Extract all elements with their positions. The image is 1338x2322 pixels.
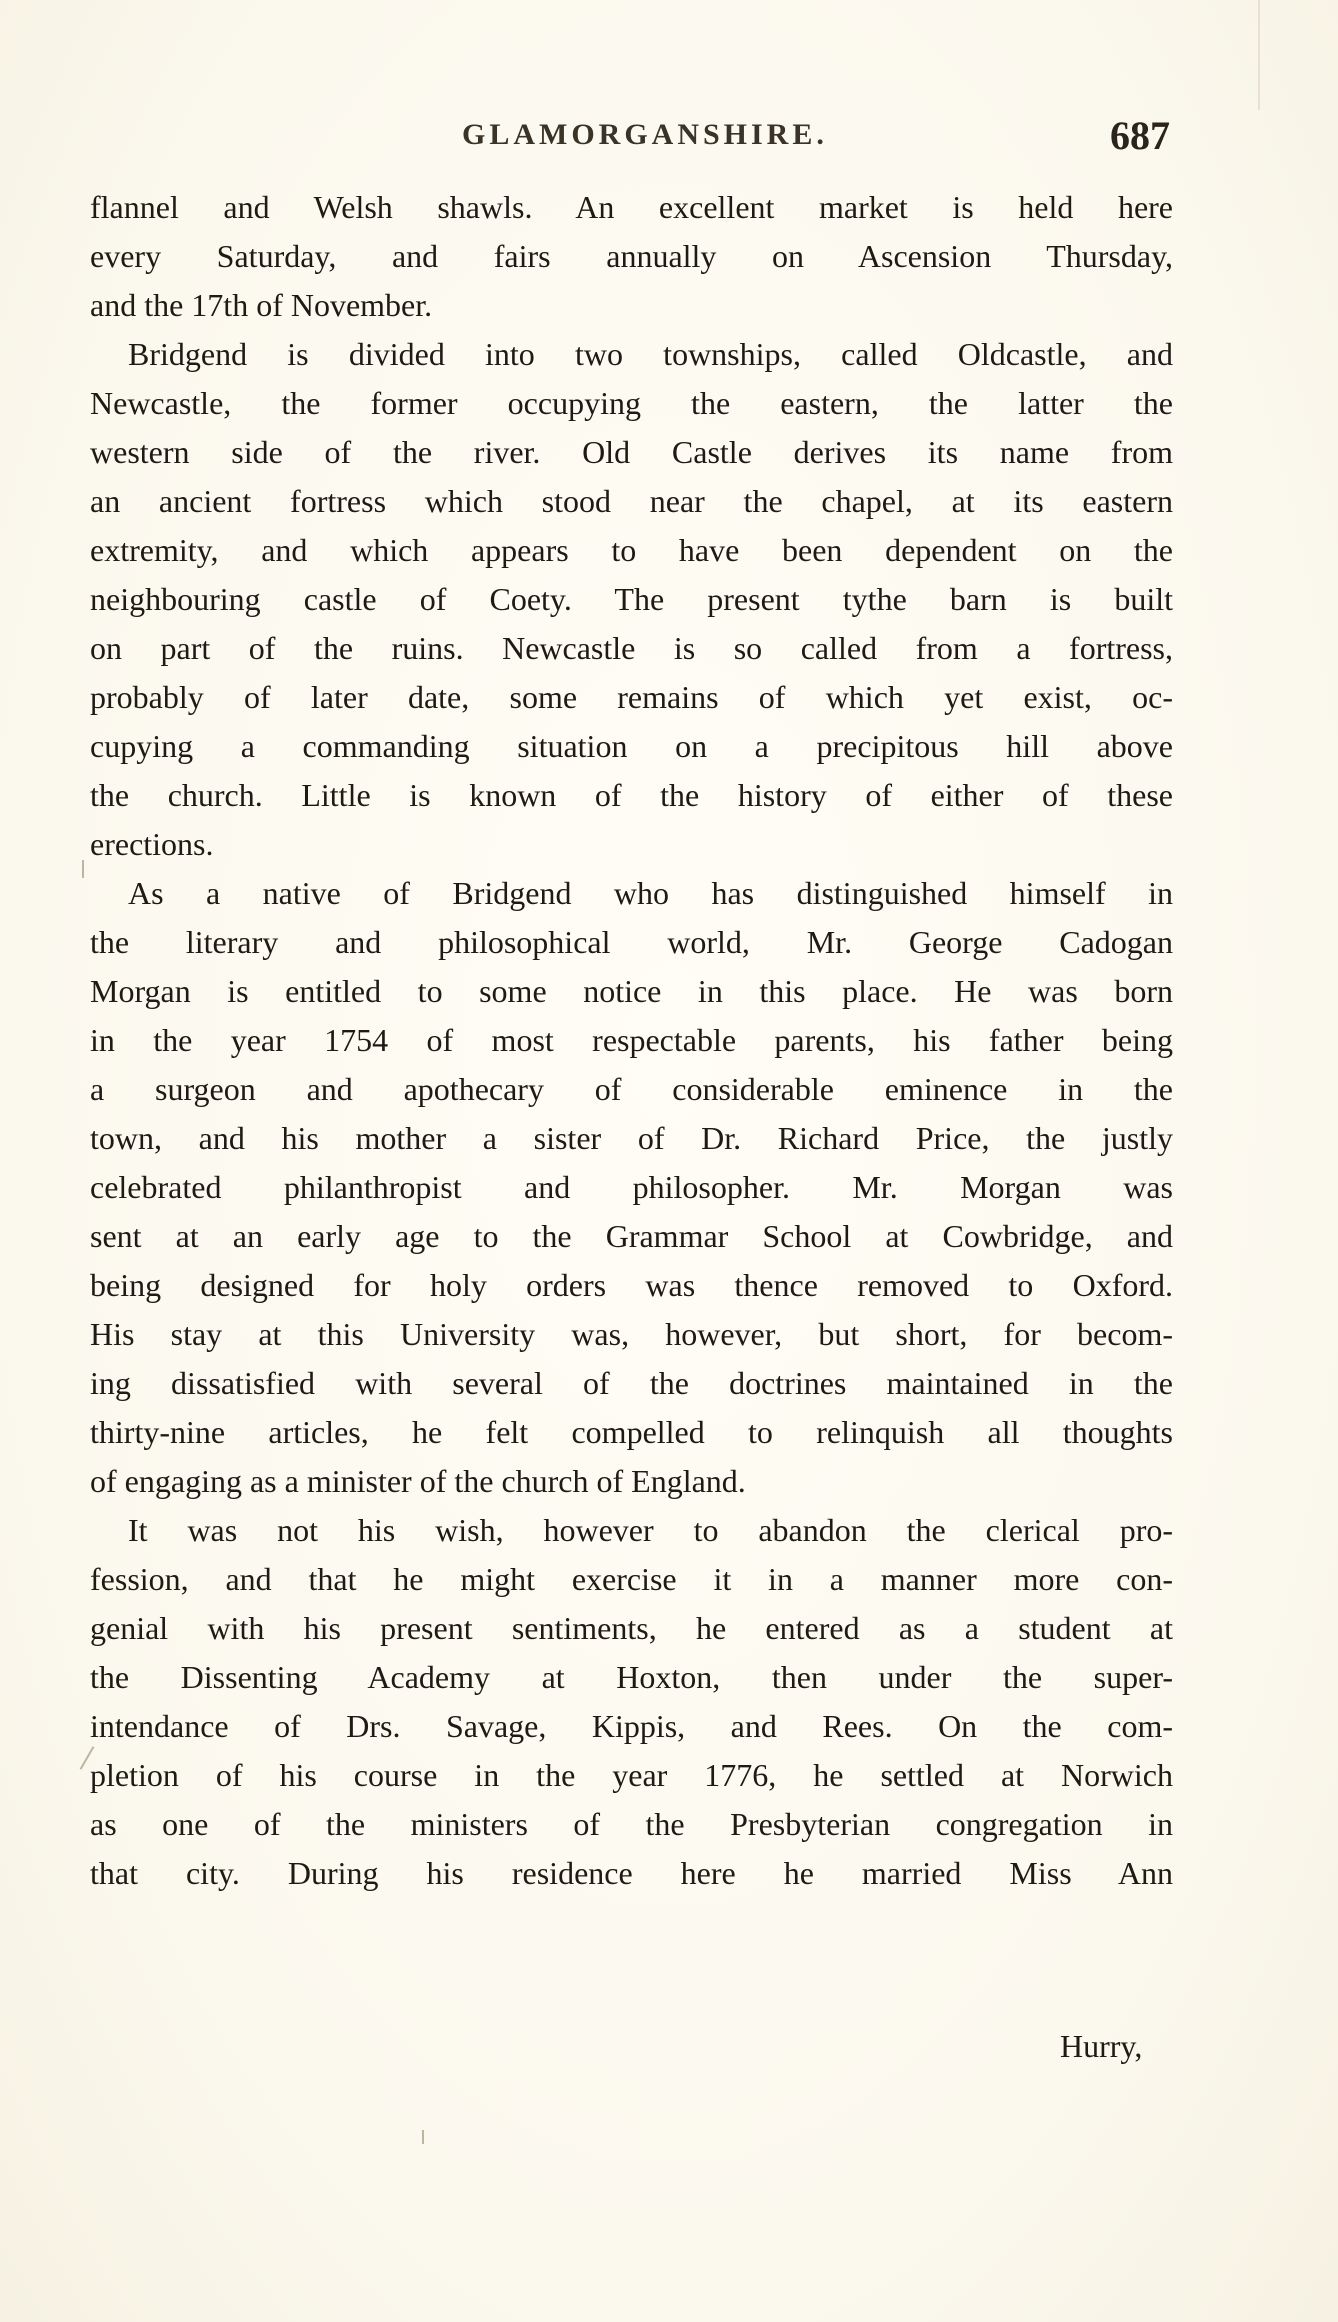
text-line: neighbouring castle of Coety. The present tythe barn is built <box>90 581 1173 617</box>
text-line: genial with his present sentiments, he entered as a student at <box>90 1610 1173 1646</box>
text-line: thirty-nine articles, he felt compelled to relinquish all thoughts <box>90 1414 1173 1450</box>
catchword: Hurry, <box>1060 2028 1143 2064</box>
text-line: erections. <box>90 826 214 862</box>
text-line: Newcastle, the former occupying the eastern, the latter the <box>90 385 1173 421</box>
text-line: that city. During his residence here he married Miss Ann <box>90 1855 1173 1891</box>
running-head <box>0 113 1338 166</box>
text-line: His stay at this University was, however, but short, for becom- <box>90 1316 1173 1352</box>
page-number: 687 <box>1110 113 1170 158</box>
text-line: the church. Little is known of the history of either of these <box>90 777 1173 813</box>
paper-mark <box>82 860 84 878</box>
text-line: probably of later date, some remains of which yet exist, oc- <box>90 679 1173 715</box>
text-line: town, and his mother a sister of Dr. Richard Price, the justly <box>90 1120 1173 1156</box>
text-line: cupying a commanding situation on a precipitous hill above <box>90 728 1173 764</box>
text-line: as one of the ministers of the Presbyterian congregation in <box>90 1806 1173 1842</box>
text-line: every Saturday, and fairs annually on Ascension Thursday, <box>90 238 1173 274</box>
text-line: pletion of his course in the year 1776, he settled at Norwich <box>90 1757 1173 1793</box>
text-line: and the 17th of November. <box>90 287 433 323</box>
text-line: It was not his wish, however to abandon the clerical pro- <box>128 1512 1173 1548</box>
text-line: the literary and philosophical world, Mr. George Cadogan <box>90 924 1173 960</box>
text-line: of engaging as a minister of the church of England. <box>90 1463 746 1499</box>
text-line: celebrated philanthropist and philosopher. Mr. Morgan was <box>90 1169 1173 1205</box>
paper-mark <box>422 2130 424 2144</box>
text-line: western side of the river. Old Castle derives its name from <box>90 434 1173 470</box>
text-line: Morgan is entitled to some notice in this place. He was born <box>90 973 1173 1009</box>
text-line: the Dissenting Academy at Hoxton, then under the super- <box>90 1659 1173 1695</box>
text-line: sent at an early age to the Grammar School at Cowbridge, and <box>90 1218 1173 1254</box>
text-line: being designed for holy orders was thence removed to Oxford. <box>90 1267 1173 1303</box>
text-line: Bridgend is divided into two townships, called Oldcastle, and <box>128 336 1173 372</box>
text-line: flannel and Welsh shawls. An excellent market is held here <box>90 189 1173 225</box>
text-line: on part of the ruins. Newcastle is so called from a fortress, <box>90 630 1173 666</box>
text-line: intendance of Drs. Savage, Kippis, and Rees. On the com- <box>90 1708 1173 1744</box>
text-line: a surgeon and apothecary of considerable eminence in the <box>90 1071 1173 1107</box>
text-line: fession, and that he might exercise it in a manner more con- <box>90 1561 1173 1597</box>
text-line: extremity, and which appears to have been dependent on the <box>90 532 1173 568</box>
page-edge-shadow <box>1258 0 1260 110</box>
text-line: an ancient fortress which stood near the chapel, at its eastern <box>90 483 1173 519</box>
text-line: in the year 1754 of most respectable parents, his father being <box>90 1022 1173 1058</box>
running-title: GLAMORGANSHIRE. <box>462 118 828 151</box>
text-line: ing dissatisfied with several of the doctrines maintained in the <box>90 1365 1173 1401</box>
text-line: As a native of Bridgend who has distinguished himself in <box>128 875 1173 911</box>
body-text <box>90 183 1173 1898</box>
